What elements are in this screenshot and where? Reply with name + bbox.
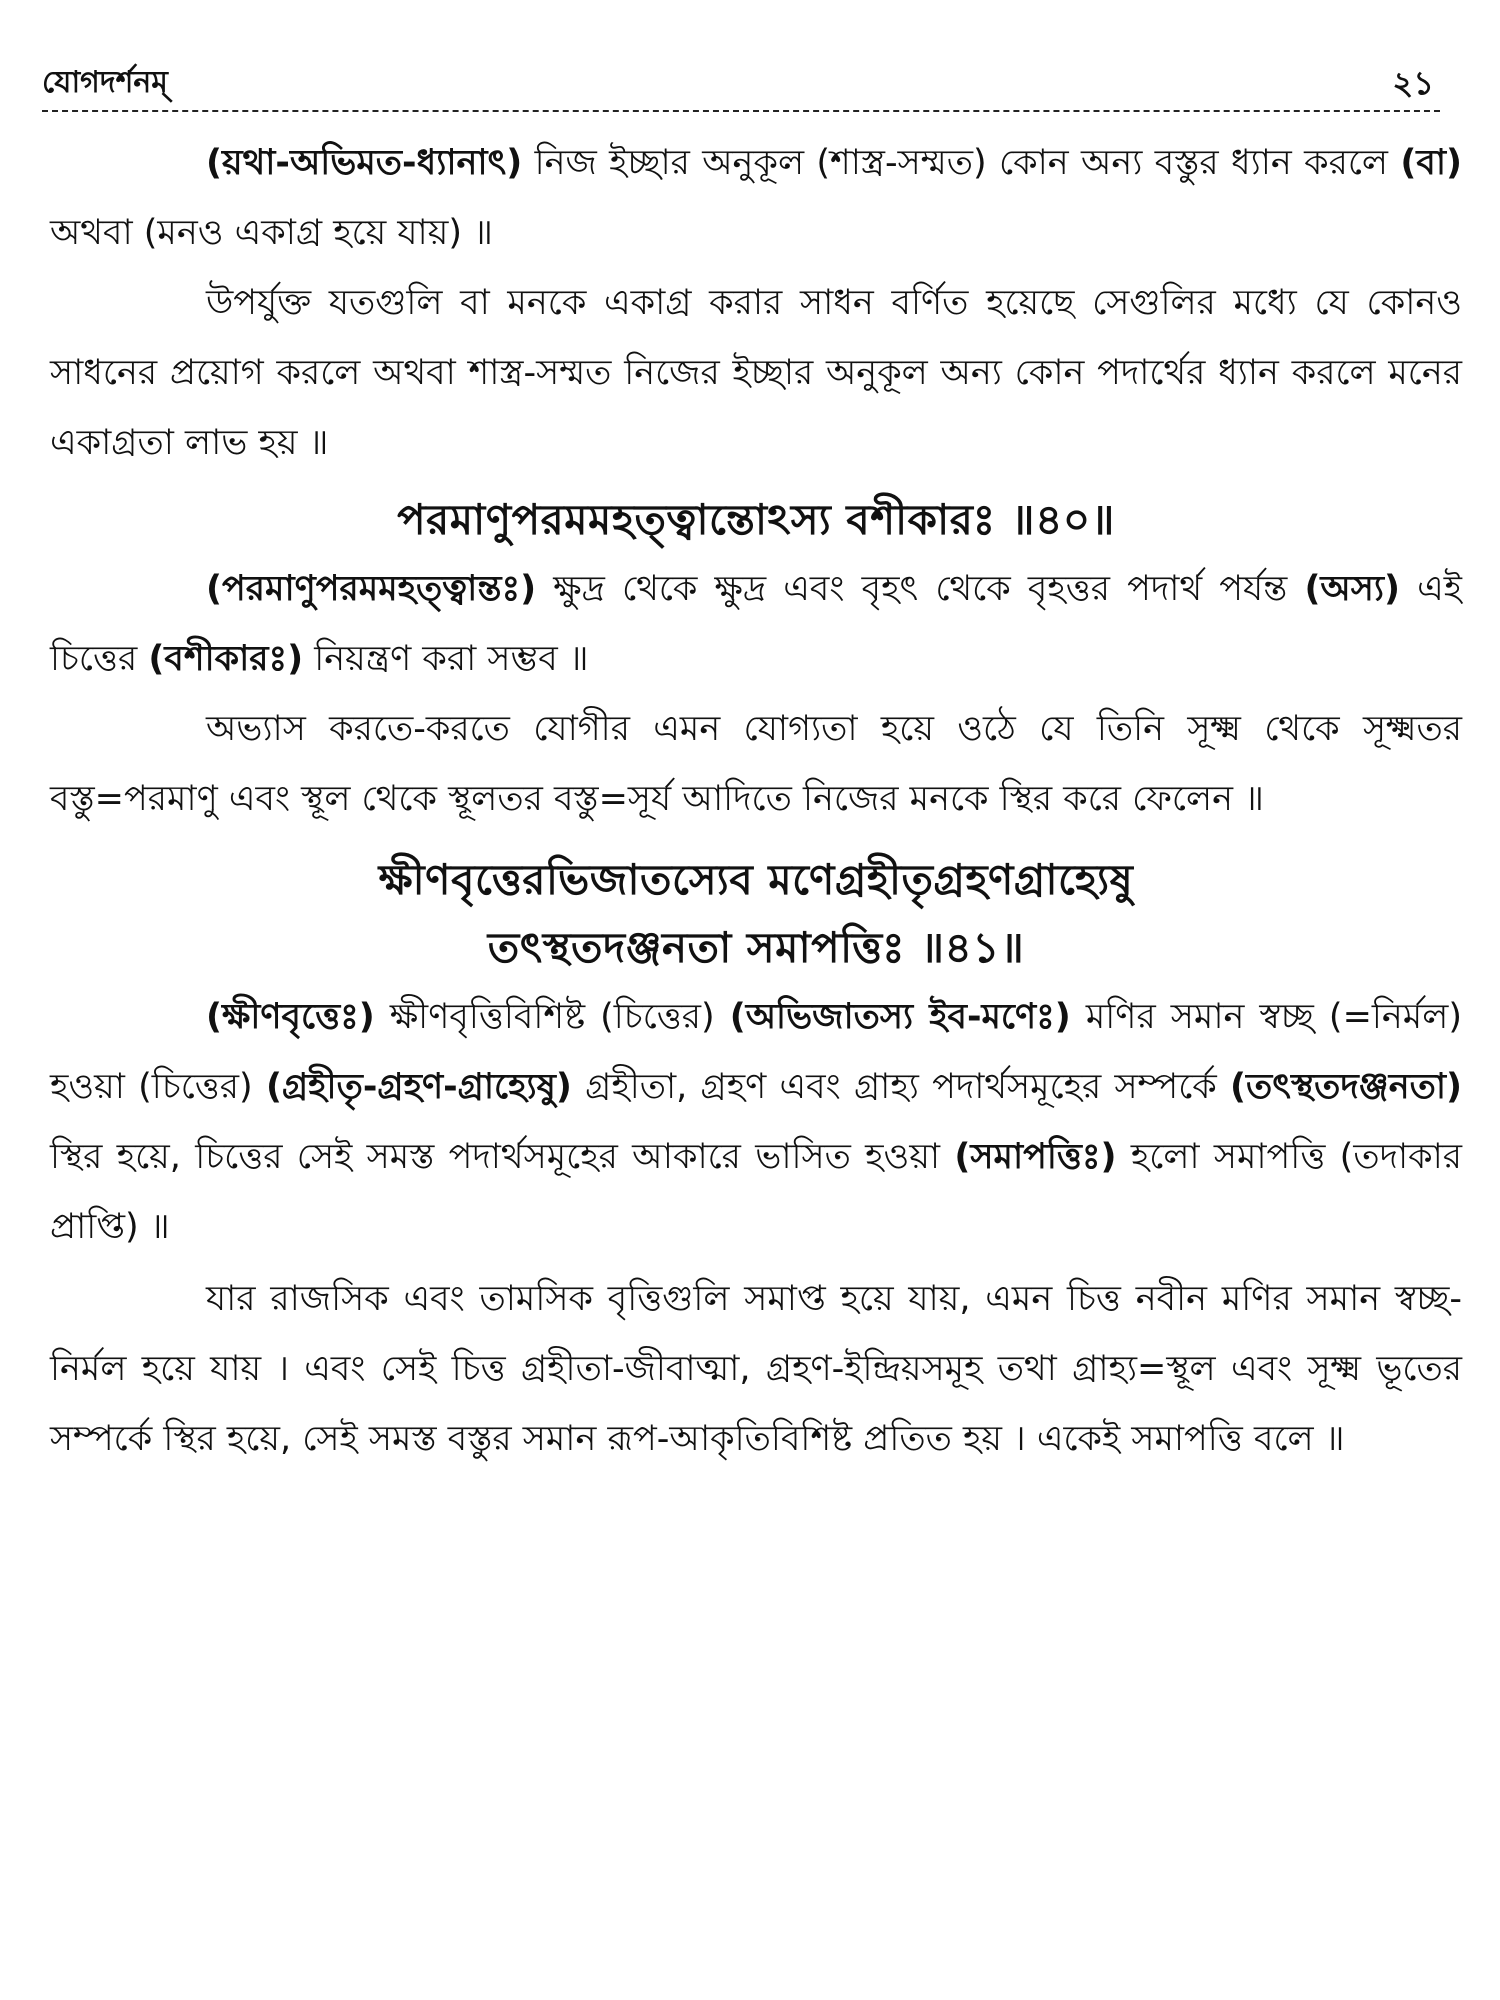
commentary-paragraph-1: [50, 128, 1462, 268]
translation-text: এই চিত্তের: [50, 569, 1462, 679]
sanskrit-term: (পরমাণুপরমমহত্ত্বান্তঃ): [206, 569, 537, 609]
translation-text: হলো সমাপত্তি (তদাকার প্রাপ্তি) ॥: [50, 1137, 1463, 1247]
running-head: যোগদর্শনম্: [42, 65, 168, 100]
sutra-41-line-2: তৎস্থতদঞ্জনতা সমাপত্তিঃ ॥৪১॥: [487, 923, 1025, 972]
page-header: [42, 58, 1440, 112]
sanskrit-term: (তৎস্থতদঞ্জনতা): [1230, 1067, 1462, 1107]
sanskrit-term: (গ্রহীতৃ-গ্রহণ-গ্রাহ্যেষু): [265, 1067, 572, 1107]
page-number: ২১: [1392, 64, 1434, 102]
sanskrit-term: (সমাপত্তিঃ): [954, 1137, 1117, 1177]
page-body: [50, 128, 1462, 1474]
commentary-paragraph-2: [50, 554, 1462, 694]
sanskrit-term: (য়থা-অভিমত-ধ্যানাৎ): [206, 143, 523, 183]
sanskrit-term: (অস্য): [1304, 569, 1401, 609]
translation-text: নিজ ইচ্ছার অনুকূল (শাস্ত্র-সম্মত) কোন অন্য বস্তুর ধ্যান করলে: [522, 143, 1401, 183]
sutra-40: পরমাণুপরমমহত্ত্বান্তোঽস্য বশীকারঃ ॥৪০॥: [397, 495, 1115, 544]
sanskrit-term: (বশীকারঃ): [148, 639, 304, 679]
translation-text: গ্রহীতা, গ্রহণ এবং গ্রাহ্য পদার্থসমূহের সম্পর্কে: [571, 1067, 1231, 1107]
translation-text: ক্ষুদ্র থেকে ক্ষুদ্র এবং বৃহৎ থেকে বৃহত্তর পদার্থ পর্যন্ত: [536, 569, 1305, 609]
explanation-paragraph-2: অভ্যাস করতে-করতে যোগীর এমন যোগ্যতা হয়ে ওঠে যে তিনি সূক্ষ্ম থেকে সূক্ষ্মতর বস্তু=পরমাণু এবং স্থূল থেকে স্থূলতর বস্তু=সূর্য আদিতে নিজের মনকে স্থির করে ফেলেন ॥: [50, 709, 1462, 819]
commentary-paragraph-3: [50, 982, 1462, 1262]
sutra-41-line-1: ক্ষীণবৃত্তেরভিজাতস্যেব মণেগ্রহীতৃগ্রহণগ্রাহ্যেষু: [378, 855, 1134, 904]
explanation-paragraph-3: যার রাজসিক এবং তামসিক বৃত্তিগুলি সমাপ্ত হয়ে যায়, এমন চিত্ত নবীন মণির সমান স্বচ্ছ-নির্মল হয়ে যায় । এবং সেই চিত্ত গ্রহীতা-জীবাত্মা, গ্রহণ-ইন্দ্রিয়সমূহ তথা গ্রাহ্য=স্থূল এবং সূক্ষ্ম ভূতের সম্পর্কে স্থির হয়ে, সেই সমস্ত বস্তুর সমান রূপ-আকৃতিবিশিষ্ট প্রতিত হয় । একেই সমাপত্তি বলে ॥: [50, 1279, 1462, 1459]
explanation-paragraph-1: উপর্যুক্ত যতগুলি বা মনকে একাগ্র করার সাধন বর্ণিত হয়েছে সেগুলির মধ্যে যে কোনও সাধনের প্রয়োগ করলে অথবা শাস্ত্র-সম্মত নিজের ইচ্ছার অনুকূল অন্য কোন পদার্থের ধ্যান করলে মনের একাগ্রতা লাভ হয় ॥: [50, 283, 1462, 463]
translation-text: ক্ষীণবৃত্তিবিশিষ্ট (চিত্তের): [374, 997, 730, 1037]
sanskrit-term: (ক্ষীণবৃত্তেঃ): [206, 997, 375, 1037]
translation-text: স্থির হয়ে, চিত্তের সেই সমস্ত পদার্থসমূহের আকারে ভাসিত হওয়া: [50, 1137, 955, 1177]
sanskrit-term: (বা): [1400, 143, 1462, 183]
translation-text: মণির সমান স্বচ্ছ (=নির্মল) হওয়া (চিত্তের): [50, 997, 1462, 1107]
translation-text: নিয়ন্ত্রণ করা সম্ভব ॥: [303, 639, 589, 679]
sanskrit-term: (অভিজাতস্য ইব-মণেঃ): [729, 997, 1071, 1037]
translation-text: অথবা (মনও একাগ্র হয়ে যায়) ॥: [50, 213, 493, 253]
